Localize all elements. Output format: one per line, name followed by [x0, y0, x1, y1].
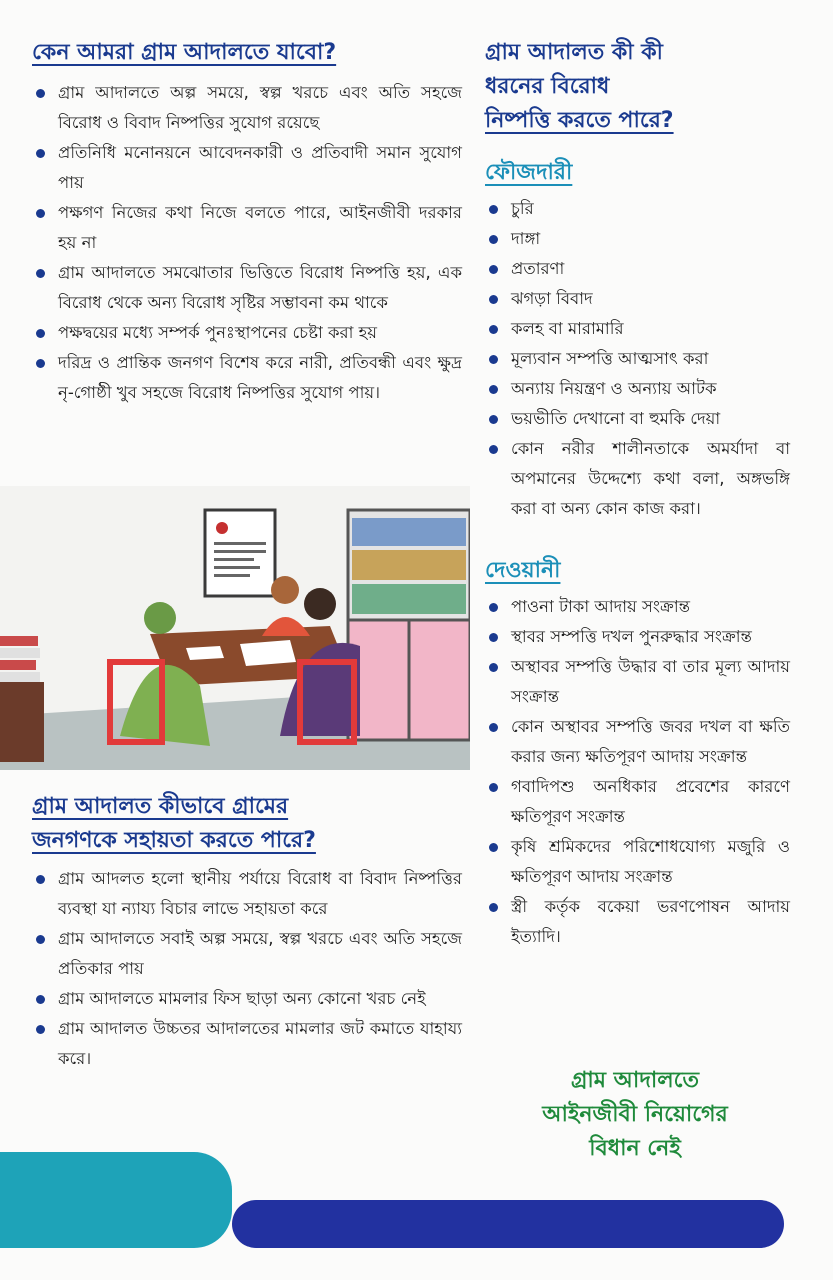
list-item: গবাদিপশু অনধিকার প্রবেশের কারণে ক্ষতিপূরণ সংক্রান্ত	[485, 772, 790, 832]
list-item: দরিদ্র ও প্রান্তিক জনগণ বিশেষ করে নারী, প্রতিবন্ধী এবং ক্ষুদ্র নৃ-গোষ্ঠী খুব সহজে বিরোধ নিষ্পত্তির সুযোগ পায়।	[32, 348, 462, 408]
list-item: কলহ বা মারামারি	[485, 314, 790, 344]
section-why-list	[32, 78, 462, 408]
list-item: অন্যায় নিয়ন্ত্রণ ও অন্যায় আটক	[485, 374, 790, 404]
list-item: দাঙ্গা	[485, 224, 790, 254]
list-item: স্ত্রী কর্তৃক বকেয়া ভরণপোষন আদায় ইত্যাদি।	[485, 892, 790, 952]
civil-heading: দেওয়ানী	[485, 558, 561, 583]
criminal-list	[485, 194, 790, 524]
section-types	[485, 36, 790, 952]
criminal-heading: ফৌজদারী	[485, 160, 573, 185]
closing-line3: বিধান নেই	[589, 1136, 681, 1161]
list-item: গ্রাম আদালতে মামলার ফিস ছাড়া অন্য কোনো খরচ নেই	[32, 984, 462, 1014]
list-item: কৃষি শ্রমিকদের পরিশোধযোগ্য মজুরি ও ক্ষতিপূরণ আদায় সংক্রান্ত	[485, 832, 790, 892]
list-item: অস্থাবর সম্পত্তি উদ্ধার বা তার মূল্য আদায় সংক্রান্ত	[485, 652, 790, 712]
section-types-title-line3: নিষ্পত্তি করতে পারে?	[485, 108, 674, 133]
section-help	[32, 790, 462, 1074]
list-item: প্রতিনিধি মনোনয়নে আবেদনকারী ও প্রতিবাদী সমান সুযোগ পায়	[32, 138, 462, 198]
list-item: প্রতারণা	[485, 254, 790, 284]
list-item: গ্রাম আদালতে অল্প সময়ে, স্বল্প খরচে এবং অতি সহজে বিরোধ ও বিবাদ নিষ্পত্তির সুযোগ রয়েছে	[32, 78, 462, 138]
list-item: গ্রাম আদালত উচ্চতর আদালতের মামলার জট কমাতে যাহায্য করে।	[32, 1014, 462, 1074]
closing-line2: আইনজীবী নিয়োগের	[542, 1102, 728, 1127]
section-help-list	[32, 864, 462, 1074]
list-item: পাওনা টাকা আদায় সংক্রান্ত	[485, 592, 790, 622]
courtroom-scene-icon	[0, 486, 470, 770]
list-item: ভয়ভীতি দেখানো বা হুমকি দেয়া	[485, 404, 790, 434]
list-item: গ্রাম আদলত হলো স্থানীয় পর্যায়ে বিরোধ বা বিবাদ নিষ্পত্তির ব্যবস্থা যা ন্যায্য বিচার লাভে সহায়তা করে	[32, 864, 462, 924]
section-why-title: কেন আমরা গ্রাম আদালতে যাবো?	[32, 40, 337, 65]
list-item: গ্রাম আদালতে সমঝোতার ভিত্তিতে বিরোধ নিষ্পত্তি হয়, এক বিরোধ থেকে অন্য বিরোধ সৃষ্টির সম্ভাবনা কম থাকে	[32, 258, 462, 318]
list-item: পক্ষদ্বয়ের মধ্যে সম্পর্ক পুনঃস্থাপনের চেষ্টা করা হয়	[32, 318, 462, 348]
court-illustration	[0, 486, 470, 770]
list-item: গ্রাম আদালতে সবাই অল্প সময়ে, স্বল্প খরচে এবং অতি সহজে প্রতিকার পায়	[32, 924, 462, 984]
list-item: কোন অস্থাবর সম্পত্তি জবর দখল বা ক্ষতি করার জন্য ক্ষতিপূরণ আদায় সংক্রান্ত	[485, 712, 790, 772]
section-types-title-line2: ধরনের বিরোধ	[485, 74, 610, 99]
list-item: স্থাবর সম্পত্তি দখল পুনরুদ্ধার সংক্রান্ত	[485, 622, 790, 652]
section-types-title-line1: গ্রাম আদালত কী কী	[485, 40, 663, 65]
decorative-navy-bar	[232, 1200, 784, 1248]
decorative-cyan-bar	[0, 1152, 232, 1248]
list-item: কোন নরীর শালীনতাকে অমর্যাদা বা অপমানের উদ্দেশ্যে কথা বলা, অঙ্গভঙ্গি করা বা অন্য কোন কাজ করা।	[485, 434, 790, 524]
list-item: মূল্যবান সম্পত্তি আত্মসাৎ করা	[485, 344, 790, 374]
civil-list	[485, 592, 790, 952]
list-item: ঝগড়া বিবাদ	[485, 284, 790, 314]
section-help-title-line1: গ্রাম আদালত কীভাবে গ্রামের	[32, 794, 289, 819]
section-why	[32, 36, 462, 408]
list-item: চুরি	[485, 194, 790, 224]
closing-line1: গ্রাম আদালতে	[570, 1068, 700, 1093]
closing-statement	[500, 1064, 770, 1166]
list-item: পক্ষগণ নিজের কথা নিজে বলতে পারে, আইনজীবী দরকার হয় না	[32, 198, 462, 258]
section-help-title-line2: জনগণকে সহায়তা করতে পারে?	[32, 828, 316, 853]
